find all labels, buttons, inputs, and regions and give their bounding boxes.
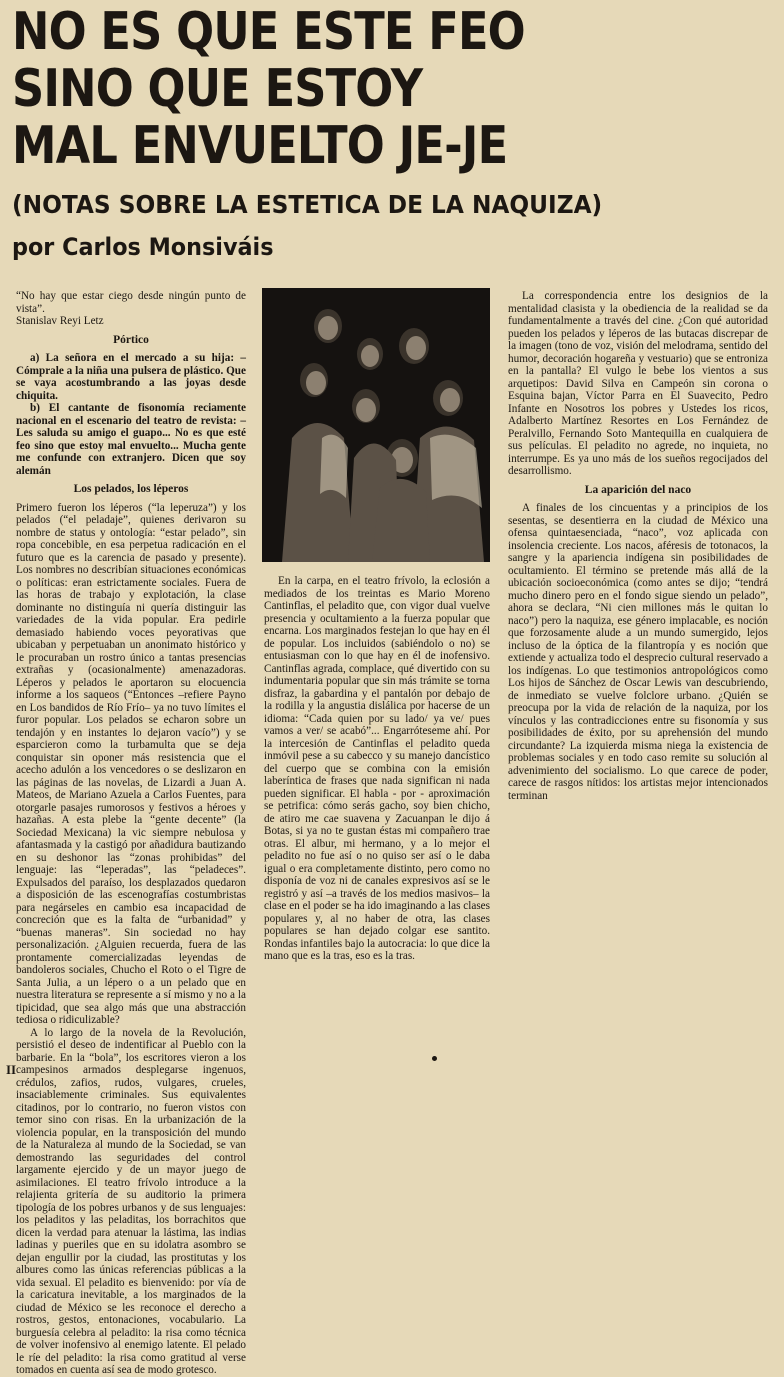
byline: por Carlos Monsiváis [12, 233, 274, 261]
column-3 [508, 290, 768, 1060]
section1-title: Los pelados, los léperos [73, 483, 189, 495]
portico-title: Pórtico [113, 333, 149, 346]
group-photograph [262, 288, 490, 562]
epigraph-author: Stanislav Reyi Letz [16, 315, 104, 327]
headline-line-3: MAL ENVUELTO JE-JE [12, 116, 508, 176]
portico-b: b) El cantante de fisonomía reciamente nacional en el escenario del teatro de revista: –Les saluda su amigo el guapo... No es que esté feo sino que estoy mal envuelto... Mucha gente me confunde con extranjero. Dicen que soy alemán [16, 402, 246, 477]
subtitle: (NOTAS SOBRE LA ESTETICA DE LA NAQUIZA) [12, 190, 603, 219]
section2-title: La aparición del naco [584, 483, 692, 496]
section1-paragraph-1: Primero fueron los léperos (“la leperuza”) y los pelados (“el peladaje”, quienes derivaron su nombre de status y ontología: “estar pelado”, sin ropa concebible, en esa perpetua radicación en el futuro que es la carencia de pasado y presente). Los nombres no describían situaciones económicas o políticas: eran estrictamente sociales. Fuera de las horas de trabajo y explotación, la clase dominante no distinguía ni quería distinguir las variedades de la vida popular. Era pedirle demasiado habiendo voces peyorativas que ubicaban y perpetuaban un anonimato histórico y le procuraban un rostro único a tantas presencias extrañas y (ocasionalmente) amenazadoras. Léperos y pelados le aportaron su elocuencia informe a los saqueos (“Entonces –refiere Payno en Los bandidos de Río Frío– ya no tuvo límites el furor popular. Los pelados se echaron sobre un tendajón y en instantes lo dejaron vacío”) y se esparcieron como la turbamulta que se deja conquistar sin oponer más resistencia que el acecho adulón a los vencedores o se deslizaron en las páginas de las novelas, de Lizardi a Juan A. Mateos, de Mariano Azuela a Carlos Fuentes, para otorgarle pasajes rumorosos y festivos a héroes y hazañas. A esta plebe la “gente decente” (la Sociedad Mexicana) la vic siempre nebulosa y afantasmada y la castigó por añadidura bautizando en su deshonor las “zonas prohibidas” del lenguaje: las “leperadas”, las “peladeces”. Expulsados del paraíso, los desplazados quedaron a disposición de las escenografías costumbristas para negárseles en cambio esa incapacidad de concreción que es la falta de “urbanidad” y “buenas maneras”. Sin sociedad no hay personalización. ¿Alguien recuerda, fuera de las prontamente comercializadas leyendas de bandoleros sociales, Chucho el Roto o el Tigre de Santa Julia, a un lépero o a un pelado que en nuestra literatura se represente a sí mismo y no a la tipicidad, que sea algo más que una abstracción tediosa o ridiculizable? [16, 501, 246, 1026]
section1-paragraph-4: La correspondencia entre los designios de la mentalidad clasista y la obediencia de la realidad se da fundamentalmente a través del cine. ¿Con qué autoridad pueden los pelados y léperos de las butacas discrepar de la imagen (tono de voz, visión del melodrama, sentido del humor, decoración hogareña y vestuario) que se entroniza en la pantalla? El vulgo le bebe los vientos a sus arquetipos: David Silva en Campeón sin corona o Esquina bajan, Víctor Parra en El Suavecito, Pedro Infante en Nosotros los pobres y Ustedes los ricos, Adalberto Martínez Resortes en Los Fernández de Peralvillo, Fernando Soto Mantequilla en cualquiera de sus películas. El peladito no agrede, no inquieta, no interrumpe. Es ya uno más de los sueños regocijados del desarrollismo. [508, 290, 768, 477]
portico-a: a) La señora en el mercado a su hija: –Cómprale a la niña una pulsera de plástico. Que se vaya acostumbrando a las joyas desde chiquita. [16, 352, 246, 402]
headline-line-1: NO ES QUE ESTE FEO [12, 2, 525, 62]
headline [12, 4, 772, 175]
section2-paragraph-1: A finales de los cincuentas y a principios de los sesentas, se desentierra en la ciudad de México una ofensa quintaesenciada, “naco”, voz aplicada con insolencia creciente. Los nacos, aféresis de totonacos, la sangre y la apariencia indígena sin posibilidades de ocultamiento. El término se pretende más allá de la ubicación socioeconómica (como antes se dijo; “tendrá mucho dinero pero en el fondo sigue siendo un pelado”, ahora se declara, “Ni cien millones más le quitan lo naco”) pero la naquiza, ese género implacable, es noción que forzosamente alude a un mundo sumergido, lejos incluso de la óptica de la filantropía y es noción que extiende y actualiza todo el desprecio cultural reservado a los indígenas. Lo que testimonios antropológicos como Los hijos de Sánchez de Oscar Lewis van descubriendo, de inmediato se vuelve folclore urbano. ¿Quién se preocupa por la vida de relación de la naquiza, por los vínculos y las contradicciones entre su fisonomía y sus posibilidades de éxito, por su aprehensión del mundo circundante? La izquierda misma niega la existencia de problemas sociales y en todo caso remite su solución al advenimiento del socialismo. Lo que carece de poder, carece de rasgos nítidos: los artistas mejor intencionados terminan [508, 502, 768, 802]
epigraph-quote: “No hay que estar ciego desde ningún punto de vista”. [16, 290, 246, 315]
headline-line-2: SINO QUE ESTOY [12, 59, 423, 119]
page-number: II [6, 1062, 17, 1077]
column-2 [264, 575, 490, 1055]
column-1 [16, 290, 246, 1376]
decorative-dot [432, 1056, 437, 1061]
section1-paragraph-2: A lo largo de la novela de la Revolución, persistió el deseo de indentificar al Pueblo con la barbarie. En la “bola”, los escritores vieron a los campesinos armados desplegarse ingenuos, crédulos, zafios, rudos, vulgares, crueles, insaciablemente criminales. Sus equivalentes citadinos, por lo contrario, no fueron vistos con temor sino con risas. En la urbanización de la violencia popular, en la transposición del mundo de la Naturaleza al mundo de la Sociedad, se van demostrando las seguridades del control largamente ejercido y de un mayor juego de asimilaciones. El teatro frívolo introduce a la relajienta gritería de su auditorio la primera tipología de los pobres urbanos y de sus lenguajes: los peladitos y las peladitas, los borrachitos que dicen la verdad para atenuar la lástima, las indias ladinas y pueriles que en su idolatra asombro se dejan engullir por la ciudad, las prostitutas y los albures como las únicas referencias públicas a la vida sexual. El peladito es bienvenido: por vía de la caricatura inevitable, a los marginados de la ciudad de México se les reconoce el derecho a rostros, gestos, entonaciones, vocabulario. La burguesía celebra al peladito: la risa como técnica de volver inofensivo al enemigo latente. El pelado le ríe del peladito: la risa como gratitud al verse tomados en cuenta así sea de modo grotesco. [16, 1026, 246, 1376]
photo-illustration [262, 288, 490, 562]
section1-paragraph-3: En la carpa, en el teatro frívolo, la eclosión a mediados de los treintas es Mario Moreno Cantinflas, el peladito que, con vigor dual vuelve presencia y ocultamiento a la fuerza popular que encarna. Los marginados festejan lo que hay en él de popular. Los incluidos (sabiéndolo o no) se entusiasman con lo que hay en él de inofensivo. Cantinflas agrada, complace, qué divertido con su indumentaria popular que sin más trámite se torna disfraz, la gabardina y el pantalón por debajo de la rodilla y la angustia dislálica por hacerse de un idioma: “Cada quien por su lado/ ya ve/ pues vamos a ver/ se acabó”... Engarróteseme ahí. Por la intercesión de Cantinflas el peladito queda inmóvil pese a su cabecco y su manejo dancístico del cuerpo que se combina con la emisión laberíntica de frases que nada significan ni nada pueden significar. El habla - por - aproximación se petrifica: cómo serás gacho, soy bien chicho, de atiro me cae suavena y Zacuanpan le dijo á Botas, si ya no te gustan éstas mi compañero trae otras. El albur, mi hermano, y a lo mejor el peladito no fue así o no quiso ser así o le daba igual o era completamente distinto, pero como no disponía de voz ni de canales expresivos así se le registró y así –a través de los medios masivos– la clase en el poder se ha ido imaginando a las clases populares y, al no haber de otra, las clases populares se han dejado colgar ese santito. Rondas infantiles bajo la autocracia: lo que dice la mano que es la tras, eso es la tras. [264, 575, 490, 962]
